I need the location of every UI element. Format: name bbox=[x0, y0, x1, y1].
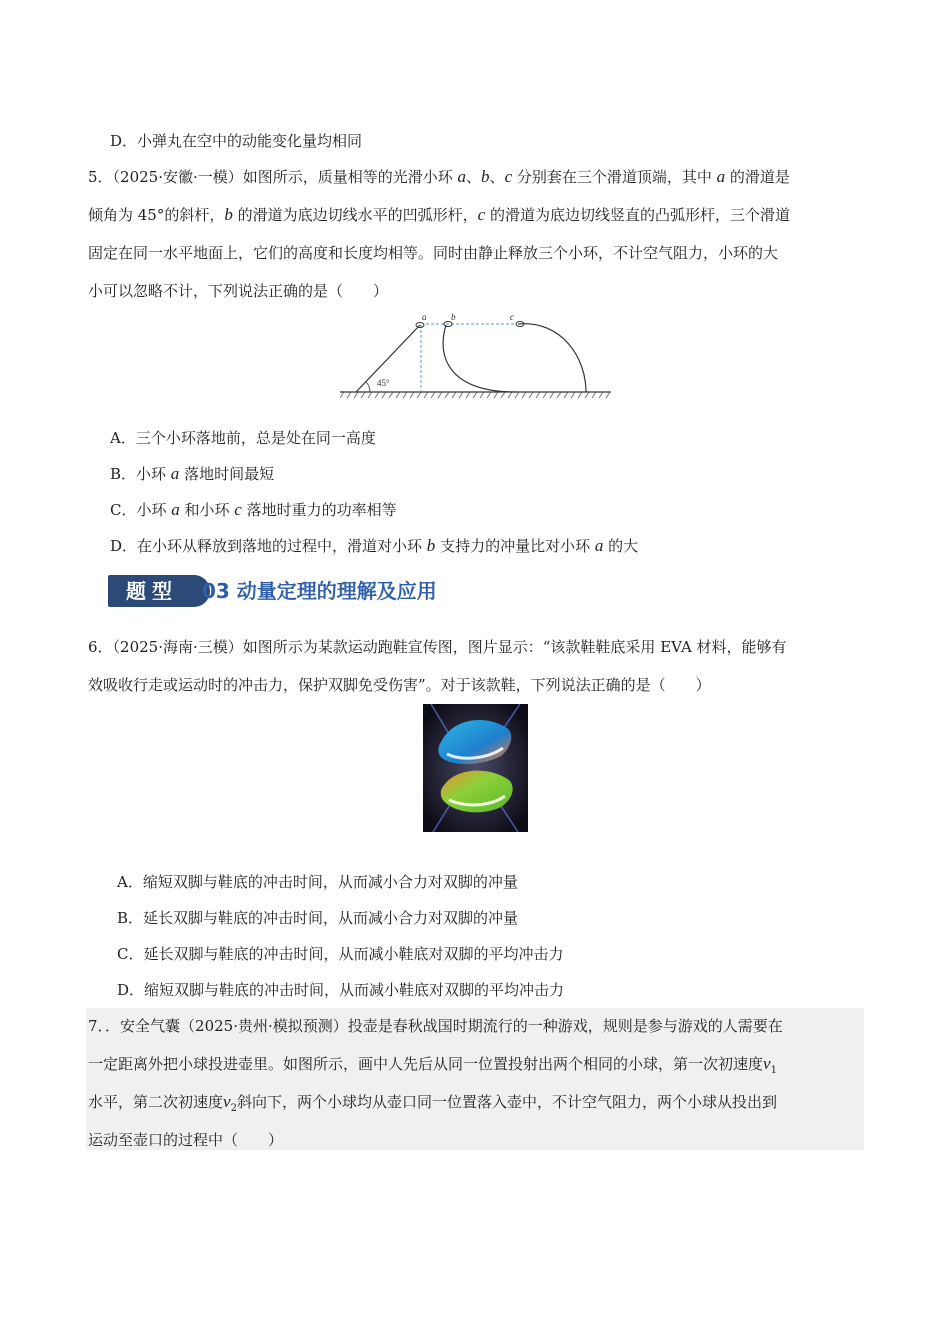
q7-line-1: 7．．安全气囊（2025·贵州·模拟预测）投壶是春秋战国时期流行的一种游戏，规则是参与游戏的人需要在 bbox=[88, 1017, 783, 1035]
label-a: a bbox=[422, 312, 427, 322]
q5-line-1: 5．（2025·安徽·一模）如图所示，质量相等的光滑小环 a、b、c 分别套在三个滑道顶端，其中 a 的滑道是 bbox=[88, 167, 790, 186]
q5-option-d: D．在小环从释放到落地的过程中，滑道对小环 b 支持力的冲量比对小环 a 的大 bbox=[110, 536, 639, 555]
angle-label: 45° bbox=[377, 378, 390, 388]
q6-line-2: 效吸收行走或运动时的冲击力，保护双脚免受伤害”。对于该款鞋，下列说法正确的是（ ） bbox=[88, 676, 711, 694]
q6-option-b: B．延长双脚与鞋底的冲击时间，从而减小合力对双脚的冲量 bbox=[117, 909, 519, 927]
banner-tag: 题型 bbox=[108, 575, 196, 607]
running-shoe-image bbox=[423, 704, 528, 832]
q5-slide-figure bbox=[340, 308, 615, 400]
q6-line-1: 6．（2025·海南·三模）如图所示为某款运动跑鞋宣传图，图片显示：“该款鞋鞋底采用 EVA 材料，能够有 bbox=[88, 638, 787, 656]
q5-option-a: A．三个小环落地前，总是处在同一高度 bbox=[110, 429, 376, 447]
label-c: c bbox=[510, 312, 514, 322]
q6-option-a: A．缩短双脚与鞋底的冲击时间，从而减小合力对双脚的冲量 bbox=[117, 873, 518, 891]
section-banner bbox=[108, 573, 468, 609]
q6-option-d: D．缩短双脚与鞋底的冲击时间，从而减小鞋底对双脚的平均冲击力 bbox=[117, 981, 565, 999]
q6-option-c: C．延长双脚与鞋底的冲击时间，从而减小鞋底对双脚的平均冲击力 bbox=[117, 945, 564, 963]
slide-b-arc bbox=[443, 325, 516, 392]
q5-line-2: 倾角为 45°的斜杆，b 的滑道为底边切线水平的凹弧形杆，c 的滑道为底边切线竖直的凸弧形杆，三个滑道 bbox=[88, 205, 790, 224]
q7-line-4: 运动至壶口的过程中（ ） bbox=[88, 1131, 284, 1149]
q7-line-2: 一定距离外把小球投进壶里。如图所示，画中人先后从同一位置投射出两个相同的小球，第一次初速度$v_1$ bbox=[88, 1054, 777, 1076]
ground-hatching bbox=[340, 392, 610, 398]
q7-line-3: 水平，第二次初速度$v_2$斜向下，两个小球均从壶口同一位置落入壶中，不计空气阻力，两个小球从投出到 bbox=[88, 1092, 777, 1114]
running-shoe-photo bbox=[423, 704, 528, 832]
label-b: b bbox=[451, 312, 456, 322]
q5-line-4: 小可以忽略不计，下列说法正确的是（ ） bbox=[88, 282, 389, 300]
q5-line-3: 固定在同一水平地面上，它们的高度和长度均相等。同时由静止释放三个小环，不计空气阻力，小环的大 bbox=[88, 244, 779, 262]
q4-option-d: D．小弹丸在空中的动能变化量均相同 bbox=[110, 132, 363, 150]
slide-c-arc bbox=[518, 324, 586, 392]
banner-title: 03 动量定理的理解及应用 bbox=[202, 579, 437, 603]
q5-option-b: B．小环 a 落地时间最短 bbox=[110, 464, 275, 483]
angle-arc bbox=[366, 382, 370, 392]
q5-option-c: C．小环 a 和小环 c 落地时重力的功率相等 bbox=[110, 500, 397, 519]
